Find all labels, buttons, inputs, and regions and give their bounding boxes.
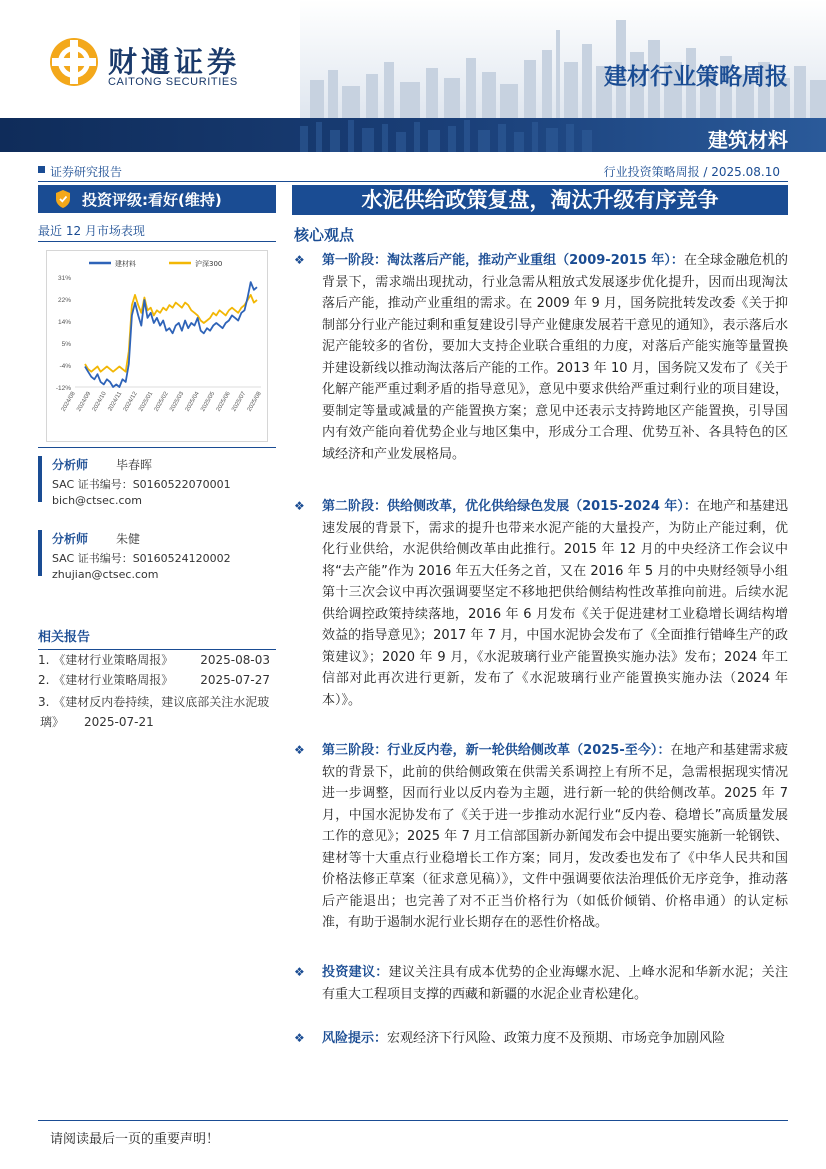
company-logo: [48, 36, 248, 96]
y-tick-label: -12%: [55, 385, 71, 392]
analyst-cert: SAC 证书编号：S0160524120002: [52, 552, 231, 565]
series-line: [85, 295, 257, 372]
diamond-bullet-icon: ❖: [294, 253, 305, 267]
diamond-bullet-icon: ❖: [294, 965, 305, 979]
investment-rating-bar: [38, 185, 276, 213]
point-risk-warning: [294, 1028, 788, 1050]
header-band: [0, 118, 826, 152]
x-tick-label: 2025/01: [138, 391, 155, 413]
related-report-date: 2025-08-03: [200, 653, 270, 667]
analyst-email[interactable]: zhujian@ctsec.com: [52, 568, 159, 581]
sector-name: 建筑材料: [708, 128, 788, 152]
point-text: 宏观经济下行风险、政策力度不及预期、市场竞争加剧风险: [387, 1031, 726, 1046]
analyst-role: 分析师: [52, 458, 89, 472]
analyst-role: 分析师: [52, 532, 89, 546]
legend-label: 沪深300: [195, 260, 223, 268]
analyst-cert: SAC 证书编号：S0160522070001: [52, 478, 231, 491]
related-report-date: 2025-07-27: [200, 673, 270, 687]
footer-divider: [38, 1120, 788, 1121]
point-text: 在地产和基建需求疲软的背景下，此前的供给侧政策在供需关系调控上有所不足，急需根据现实情况进一步调整，因而行业以反内卷为主题，进行新一轮的供给侧改革。2025 年 7 月，中国水泥协发布了《关于进一步推动水泥行业“反内卷、稳增长”高质量发展工作的意见》；2025 年 7 月工信部国新办新闻发布会中提出要实施新一轮钢铁、建材等十大重点行业稳增长工作方案；同月，发改委也发布了《中华人民共和国价格法修正草案（征求意见稿）》，文件中强调要依法治理低价无序竞争，推动落后产能退出；也完善了对不正当价格行为（如低价倾销、价格串通）的认定标准，有助于遏制水泥行业长期存在的恶性价格战。: [322, 743, 788, 930]
point-stage-3: [294, 740, 788, 934]
x-tick-label: 2025/08: [246, 391, 263, 413]
point-lead: 第一阶段：淘汰落后产能，推动产业重组（2009-2015 年）：: [322, 253, 684, 268]
related-report-line2: [38, 712, 276, 732]
y-tick-label: 31%: [57, 275, 71, 282]
x-tick-label: 2024/08: [60, 391, 77, 413]
market-performance-chart-box: [38, 241, 276, 448]
related-report-item[interactable]: [38, 670, 276, 690]
x-tick-label: 2024/11: [107, 391, 124, 413]
related-report-title-cont: 璃》: [40, 715, 65, 729]
x-tick-label: 2024/10: [91, 391, 108, 413]
diamond-bullet-icon: ❖: [294, 499, 305, 513]
point-text: 在全球金融危机的背景下，需求端出现扰动，行业急需从粗放式发展逐步优化提升，因而出现淘汰落后产能，推动产业重组的需求。在 2009 年 9 月，国务院批转发改委《关于抑制部分行业产能过剩和重复建设引导产业健康发展若干意见的通知》，表示落后水泥产能较多的省份，要加大支持企业联合重组的力度，对落后产能实施等量置换并建设新线以推动淘汰落后产能的工作。2013 年 10 月，国务院又发布了《关于化解产能严重过剩矛盾的指导意见》，意见中要求供给严重过剩行业的项目建设，要制定等量或减量的产能置换方案；意见中还表示支持跨地区产能置换，引导国内有效产能向着优势企业与地区集中，形成分工合理、优势互补、各具特色的区域经济和产业发展格局。: [322, 253, 788, 462]
report-type-title: 建材行业策略周报: [604, 64, 788, 90]
analyst-email[interactable]: bich@ctsec.com: [52, 494, 142, 507]
y-tick-label: -4%: [59, 363, 71, 370]
analyst-name: 朱健: [116, 532, 141, 546]
x-tick-label: 2025/05: [200, 391, 217, 413]
logo-english-name: CAITONG SECURITIES: [108, 76, 238, 88]
y-tick-label: 14%: [57, 319, 71, 326]
square-bullet-icon: [38, 166, 45, 173]
point-stage-1: [294, 250, 788, 465]
x-tick-label: 2025/04: [184, 391, 201, 413]
disclaimer-notice: 请阅读最后一页的重要声明！: [50, 1132, 220, 1147]
y-tick-label: 5%: [61, 341, 71, 348]
subheader: [38, 160, 788, 182]
x-tick-label: 2025/06: [215, 391, 232, 413]
x-tick-label: 2025/07: [231, 391, 248, 413]
related-report-item[interactable]: [38, 650, 276, 670]
band-pattern: [0, 118, 826, 152]
x-tick-label: 2024/12: [122, 391, 139, 413]
related-report-item[interactable]: [38, 692, 276, 732]
market-performance-chart: [47, 251, 267, 441]
related-report-title: 1. 《建材行业策略周报》: [38, 653, 174, 667]
report-headline: 水泥供给政策复盘，淘汰升级有序竞争: [292, 185, 788, 215]
related-report-date: 2025-07-21: [84, 715, 154, 729]
x-tick-label: 2025/03: [169, 391, 186, 413]
investment-rating: 投资评级:看好(维持): [82, 191, 222, 209]
point-lead: 第二阶段：供给侧改革，优化供给绿色发展（2015-2024 年）：: [322, 499, 697, 514]
market-performance-title: 最近 12 月市场表现: [38, 224, 145, 238]
analyst-name: 毕春晖: [116, 458, 153, 472]
diamond-bullet-icon: ❖: [294, 743, 305, 757]
point-text: 在地产和基建迅速发展的背景下，需求的提升也带来水泥产能的大量投产，为防止产能过剩，优化行业供给，水泥供给侧改革由此推行。2015 年 12 月的中央经济工作会议中将“去产能”作为 2016 年五大任务之首，又在 2016 年 5 月的中央财经领导小组第十三次会议中再次强调要坚定不移地把供给侧结构性改革推向前进。后续水泥供给调控政策持续落地，2016 年 6 月发布《关于促进建材工业稳增长调结构增效益的指导意见》；2017 年 7 月，中国水泥协会发布了《全面推行错峰生产的政策建议》；2020 年 9 月，《水泥玻璃行业产能置换实施办法》发布；2024 年工信部对此再次进行更新，发布了《水泥玻璃行业产能置换实施办法（2024 年本）》。: [322, 499, 788, 708]
analyst-accent-bar: [38, 530, 42, 576]
x-tick-label: 2025/02: [153, 391, 170, 413]
report-category: 证券研究报告: [50, 165, 123, 179]
point-lead: 第三阶段：行业反内卷，新一轮供给侧改革（2025-至今）：: [322, 743, 671, 758]
analyst-accent-bar: [38, 456, 42, 502]
related-reports-title: 相关报告: [38, 626, 276, 650]
diamond-bullet-icon: ❖: [294, 1031, 305, 1045]
legend-label: 建材料: [115, 260, 136, 268]
related-report-title: 3. 《建材反内卷持续，建议底部关注水泥玻: [38, 695, 270, 709]
x-tick-label: 2024/09: [76, 391, 93, 413]
logo-chinese-name: 财通证券: [108, 45, 241, 79]
series-line: [85, 282, 257, 387]
core-views-title: 核心观点: [294, 226, 355, 244]
y-tick-label: 22%: [57, 297, 71, 304]
report-date: 行业投资策略周报 / 2025.08.10: [603, 165, 780, 179]
report-header: [0, 0, 826, 158]
point-stage-2: [294, 496, 788, 711]
shield-icon: [54, 189, 72, 209]
point-investment-advice: [294, 962, 788, 1005]
point-text: 建议关注具有成本优势的企业海螺水泥、上峰水泥和华新水泥；关注有重大工程项目支撑的西藏和新疆的水泥企业青松建化。: [322, 965, 788, 1002]
related-report-title: 2. 《建材行业策略周报》: [38, 673, 174, 687]
caitong-logo-icon: [48, 36, 100, 88]
point-lead: 投资建议：: [322, 965, 389, 980]
chart-frame: [46, 250, 268, 442]
point-lead: 风险提示：: [322, 1031, 388, 1046]
